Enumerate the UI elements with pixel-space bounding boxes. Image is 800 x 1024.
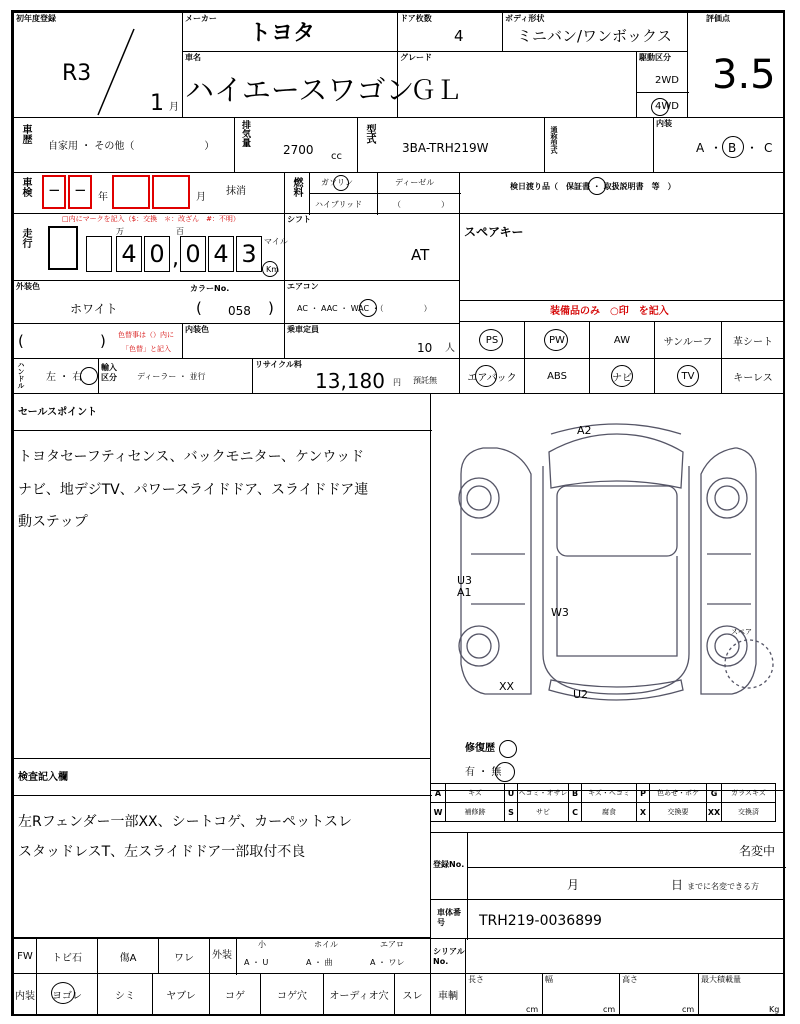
name-change: 名変中 xyxy=(739,844,776,858)
serial-label-cell xyxy=(430,938,466,974)
recycle-unit: 円 xyxy=(393,378,401,387)
import-value: ディーラー ・ 並行 xyxy=(137,372,206,381)
color-change-note-1: 色替事は（）内に xyxy=(118,331,174,339)
wheel-label: ホイル xyxy=(314,940,338,949)
fw-label: FW xyxy=(13,938,37,974)
sales-point-label: セールスポイント xyxy=(18,407,98,418)
registration-note: までに名変できる方 xyxy=(687,882,759,891)
dims-length-unit: cm xyxy=(526,1005,539,1014)
model-cell xyxy=(357,117,545,173)
interior-grade-b: B xyxy=(728,141,737,155)
inspection-year: 年 xyxy=(98,192,108,203)
interior-grade-a: A xyxy=(696,141,705,155)
aero-value: A ・ ワレ xyxy=(370,958,405,967)
body-type-value: ミニバン/ワンボックス xyxy=(517,27,672,45)
serial-label: シリアルNo. xyxy=(433,947,465,967)
legend-cell: 色あせ・ボケ xyxy=(649,783,707,803)
fw-kizu: 傷A xyxy=(97,938,159,974)
legend-cell: キズ xyxy=(445,783,505,803)
score-label: 評価点 xyxy=(706,14,730,23)
grade-value: ＧＬ xyxy=(410,76,463,106)
car-diagram xyxy=(431,394,786,724)
sales-point-line-2: ナビ、地デジTV、パワースライドドア、スライドドア連 xyxy=(18,482,369,498)
small-value: A ・ U xyxy=(244,958,269,967)
equip-pw-circle xyxy=(544,329,568,351)
recycle-note: 預託無 xyxy=(413,376,437,385)
mark-w3: W3 xyxy=(551,606,569,619)
legend-cell: C xyxy=(568,802,582,822)
inspection-cell: 車検 − − 年 月 抹消 xyxy=(13,172,285,214)
repair-value: 有 ・ 無 xyxy=(465,767,502,778)
fuel-gasoline-circle xyxy=(333,175,349,191)
first-reg-era: R3 xyxy=(62,61,92,86)
interior-row-label: 内装 xyxy=(13,973,37,1016)
dims-height-unit: cm xyxy=(682,1005,695,1014)
maker-value: トヨタ xyxy=(249,21,316,46)
import-label: 輸入区分 xyxy=(101,363,117,382)
equipment-title: 装備品のみ ○印 を記入 xyxy=(550,306,669,317)
capacity-unit: 人 xyxy=(445,343,455,354)
equip-pw: PW xyxy=(524,321,590,359)
equip-abs: ABS xyxy=(524,358,590,394)
inspection-notes-label: 検査記入欄 xyxy=(18,772,68,783)
dims-width-cell xyxy=(542,973,620,1016)
equip-airbag-circle xyxy=(475,365,497,387)
fuel-label: 燃料 xyxy=(291,177,302,197)
slash-divider xyxy=(94,27,138,117)
mileage-digit-2: 0 xyxy=(144,236,170,272)
fw-ware: ワレ xyxy=(158,938,210,974)
wheel-value: A ・ 曲 xyxy=(306,958,333,967)
equipment-header xyxy=(459,300,785,322)
inspection-notes-line-1: 左Rフェンダー一部XX、シートコゲ、カーペットスレ xyxy=(18,814,352,830)
body-type-label: ボディ形状 xyxy=(505,14,545,23)
mileage-mile: マイル xyxy=(264,237,288,246)
handle-cell xyxy=(13,358,99,394)
aircon-value: AC ・ AAC ・ WAC ・（ ） xyxy=(297,304,432,313)
spare-label: スペア xyxy=(731,628,752,636)
mark-u3: U3 xyxy=(457,574,473,587)
registration-month: 月 xyxy=(567,878,580,892)
drive-2wd: 2WD xyxy=(655,75,679,86)
shift-label: シフト xyxy=(287,215,311,224)
legend-cell: P xyxy=(636,783,650,803)
legend-cell: B xyxy=(568,783,582,803)
inspection-expired: 抹消 xyxy=(226,186,246,197)
equip-ps-circle xyxy=(479,329,503,351)
sales-point-cell xyxy=(13,393,431,759)
recycle-label: リサイクル料 xyxy=(255,360,302,369)
sales-point-line-1: トヨタセーフティセンス、バックモニター、ケンウッド xyxy=(18,449,365,465)
color-no-value: 058 xyxy=(228,304,251,318)
fuel-gasoline: ガソリン xyxy=(321,178,353,187)
interior-koge: コゲ xyxy=(209,973,261,1016)
history-value: 自家用 ・ その他（ ） xyxy=(48,141,215,152)
exterior-parts-cell xyxy=(209,938,431,974)
grade-label: グレード xyxy=(400,53,432,62)
aircon-wac-circle xyxy=(359,299,377,317)
maker-cell xyxy=(182,12,398,52)
documents-cell xyxy=(459,172,785,214)
fuel-cell xyxy=(284,172,460,214)
interior-shimi: シミ xyxy=(97,973,153,1016)
interior-grade-label: 内装 xyxy=(656,119,672,128)
fuel-hybrid: ハイブリッド xyxy=(315,200,363,209)
chassis-value: TRH219-0036899 xyxy=(479,913,602,929)
legend-cell: A xyxy=(430,783,446,803)
dims-weight: 最大積載量 xyxy=(701,975,741,984)
common-model-cell xyxy=(544,117,654,173)
equip-aw: AW xyxy=(589,321,655,359)
equip-leather: 革シート xyxy=(721,321,785,359)
legend-cell: 交換済 xyxy=(721,802,776,822)
model-value: 3BA-TRH219W xyxy=(402,141,489,155)
recycle-cell xyxy=(252,358,460,394)
handle-label: ハンドル xyxy=(17,361,25,389)
exterior-color-value: ホワイト xyxy=(70,302,118,316)
color-change-cell: ( ) 色替事は（）内に 「色替」と記入 xyxy=(13,323,183,359)
legend-cell: X xyxy=(636,802,650,822)
documents-circle xyxy=(588,177,606,195)
registration-cell xyxy=(430,832,785,900)
legend-cell: S xyxy=(504,802,518,822)
mileage-digit-1: 4 xyxy=(116,236,142,272)
equip-keyless: キーレス xyxy=(721,358,785,394)
doors-cell xyxy=(397,12,503,52)
first-reg-label: 初年度登録 xyxy=(16,14,56,23)
score-value: 3.5 xyxy=(712,52,776,98)
interior-grade-c: C xyxy=(764,141,773,155)
equip-tv-circle xyxy=(677,365,699,387)
dims-height: 高さ xyxy=(622,975,638,984)
mileage-label: 走行 xyxy=(20,228,31,248)
dims-height-cell xyxy=(619,973,699,1016)
history-cell xyxy=(13,117,235,173)
repair-none-circle xyxy=(495,762,515,782)
legend-cell: U xyxy=(504,783,518,803)
interior-color-cell xyxy=(182,323,285,359)
equip-tv: TV xyxy=(654,358,722,394)
equip-sunroof: サンルーフ xyxy=(654,321,722,359)
documents-label: 検日渡り品（ 保証書 ・ 取扱説明書 等 ） xyxy=(510,182,676,191)
legend-cell: XX xyxy=(706,802,722,822)
capacity-label: 乗車定員 xyxy=(287,325,319,334)
shift-cell xyxy=(284,213,460,281)
mileage-km: Km xyxy=(266,265,280,274)
drive-4wd: 4WD xyxy=(655,101,679,112)
capacity-cell xyxy=(284,323,460,359)
aero-label: エアロ xyxy=(380,940,404,949)
chassis-label: 車体番号 xyxy=(437,908,461,928)
interior-sure: スレ xyxy=(394,973,431,1016)
dims-width-unit: cm xyxy=(603,1005,616,1014)
first-reg-month-unit: 月 xyxy=(169,102,179,113)
sales-point-line-3: 動ステップ xyxy=(18,514,88,530)
fuel-diesel: ディーゼル xyxy=(395,178,435,187)
inspection-notes-cell xyxy=(13,758,431,938)
equip-airbag: エアバック xyxy=(459,358,525,394)
registration-day: 日 xyxy=(671,878,684,892)
car-diagram-cell xyxy=(430,393,785,791)
auction-sheet xyxy=(11,10,785,1016)
legend-cell: 補修跡 xyxy=(445,802,505,822)
exterior-color-cell: 外装色 ホワイト カラーNo. ( 058 ) xyxy=(13,280,285,324)
capacity-value: 10 xyxy=(417,341,433,355)
legend-cell: ガラスキズ xyxy=(721,783,776,803)
mark-u2: U2 xyxy=(573,688,589,701)
handle-value: 左 ・ 右 xyxy=(46,372,83,383)
remarks-cell xyxy=(459,213,785,301)
dims-label: 車輌 xyxy=(430,973,466,1016)
dims-weight-unit: Kg xyxy=(769,1005,780,1014)
exterior-color-label: 外装色 xyxy=(16,282,40,291)
interior-grade-b-circle xyxy=(722,136,744,158)
interior-audio: オーディオ穴 xyxy=(323,973,395,1016)
color-change-note-2: 「色替」と記入 xyxy=(122,345,171,353)
mileage-cell: 走行 □内にマークを記入（$：交換 ＊：改ざん #：不明） 万 百 4 0 , 0 4 3 マイル Km xyxy=(13,213,285,281)
color-no-label: カラーNo. xyxy=(190,284,230,293)
doors-label: ドア枚数 xyxy=(400,14,432,23)
mileage-unit-10k: 万 xyxy=(116,227,124,236)
recycle-value: 13,180 xyxy=(315,369,385,393)
dims-length-cell xyxy=(465,973,543,1016)
shift-value: AT xyxy=(411,246,430,264)
interior-color-label: 内装色 xyxy=(185,325,209,334)
legend-cell: キズ・ヘコミ xyxy=(581,783,637,803)
inspection-notes-line-2: スタッドレスT、左スライドドア一部取付不良 xyxy=(18,844,306,860)
car-name-cell xyxy=(182,51,415,118)
displacement-cell xyxy=(234,117,358,173)
doors-value: 4 xyxy=(454,27,464,45)
maker-label: メーカー xyxy=(185,14,217,23)
mark-a2: A2 xyxy=(577,424,592,437)
interior-yogore: ヨゴレ xyxy=(36,973,98,1016)
dims-width: 幅 xyxy=(545,975,553,984)
displacement-label: 排気量 xyxy=(240,120,250,147)
common-model-label: 通称型式 xyxy=(550,126,558,154)
equip-navi-circle xyxy=(611,365,633,387)
grade-cell xyxy=(397,51,637,118)
legend-cell: サビ xyxy=(517,802,569,822)
inspection-month: 月 xyxy=(196,192,206,203)
aircon-label: エアコン xyxy=(287,282,319,291)
car-name-label: 車名 xyxy=(185,53,201,62)
car-name-value: ハイエースワゴン xyxy=(185,73,415,107)
mileage-km-circle xyxy=(262,261,278,277)
body-type-cell xyxy=(502,12,688,52)
remarks-value: スペアキー xyxy=(464,225,524,239)
drive-cell xyxy=(636,51,688,118)
first-registration-cell xyxy=(13,12,183,118)
handle-right-circle xyxy=(80,367,98,385)
model-label: 型式 xyxy=(364,124,375,144)
repair-circle xyxy=(499,740,517,758)
mileage-digit-3: 0 xyxy=(180,236,206,272)
registration-label: 登録No. xyxy=(433,860,465,869)
import-cell xyxy=(98,358,253,394)
legend-cell: ヘコミ・オサレ xyxy=(517,783,569,803)
interior-yabure: ヤブレ xyxy=(152,973,210,1016)
mark-xx: XX xyxy=(499,680,515,693)
repair-label: 修復歴 xyxy=(465,743,495,754)
equip-ps: PS xyxy=(459,321,525,359)
mileage-digit-5: 3 xyxy=(236,236,262,272)
interior-yogore-circle xyxy=(51,982,75,1004)
fw-tobi: トビ石 xyxy=(36,938,98,974)
dims-weight-cell xyxy=(698,973,785,1016)
history-label: 車歴 xyxy=(20,124,31,144)
legend-cell: 腐食 xyxy=(581,802,637,822)
first-reg-month: 1 xyxy=(150,91,164,116)
fuel-other: （ ） xyxy=(393,200,449,209)
mileage-unit-100: 百 xyxy=(176,227,184,236)
exterior-parts-label: 外装 xyxy=(212,950,232,961)
inspection-label: 車検 xyxy=(20,177,31,197)
legend-cell: 交換要 xyxy=(649,802,707,822)
mileage-note: □内にマークを記入（$：交換 ＊：改ざん #：不明） xyxy=(62,215,240,223)
legend-cell: W xyxy=(430,802,446,822)
score-cell xyxy=(687,12,785,118)
displacement-unit: cc xyxy=(331,151,342,162)
displacement-value: 2700 xyxy=(283,143,314,157)
aircon-cell xyxy=(284,280,460,324)
chassis-cell xyxy=(430,899,785,939)
legend-cell: G xyxy=(706,783,722,803)
drive-label: 駆動区分 xyxy=(639,53,671,62)
equip-navi: ナビ xyxy=(589,358,655,394)
small-label: 小 xyxy=(258,940,266,949)
interior-kogeana: コゲ穴 xyxy=(260,973,324,1016)
mark-a1: A1 xyxy=(457,586,472,599)
interior-grade-cell: 内装 A ・ B ・ C xyxy=(653,117,785,173)
serial-value-cell xyxy=(465,938,785,974)
mileage-digit-4: 4 xyxy=(208,236,234,272)
dims-length: 長さ xyxy=(468,975,484,984)
